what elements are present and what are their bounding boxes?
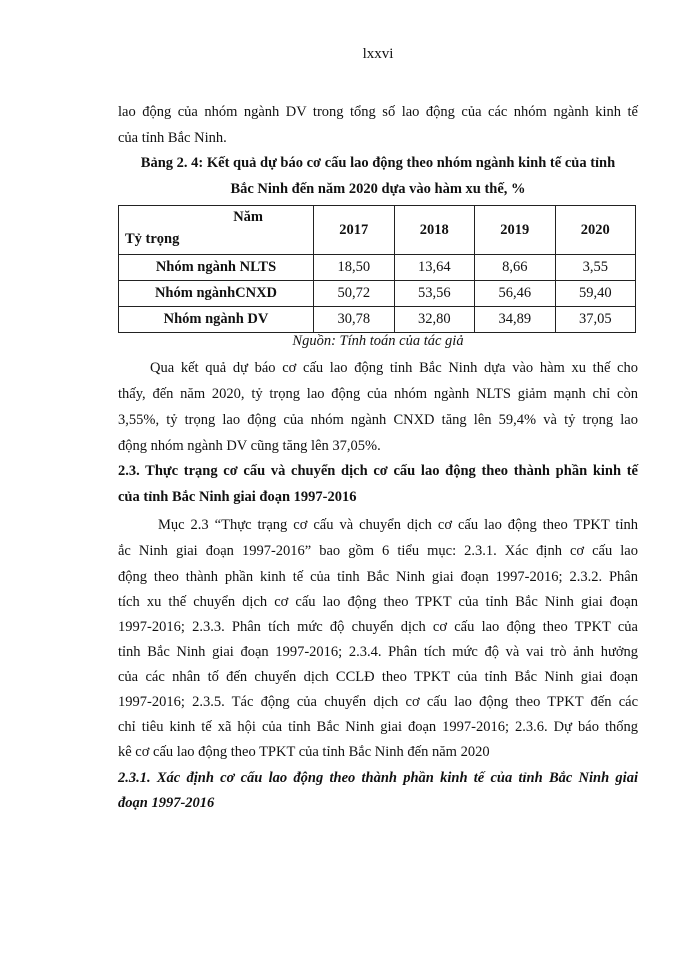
intro-line-2: của tỉnh Bắc Ninh.: [118, 130, 227, 146]
paragraph-2-line: tỉnh Bắc Ninh giai đoạn 1997-2016; 2.3.4. Phân tích mức độ và vai trò ảnh hưởng: [118, 644, 638, 660]
table-cell: 37,05: [555, 307, 636, 333]
year-header: 2018: [394, 206, 475, 255]
paragraph-2-line: của các nhân tố đến chuyển dịch CCLĐ theo TPKT của tỉnh Bắc Ninh giai đoạn: [118, 669, 638, 685]
paragraph-1-line: 3,55%, tỷ trọng lao động của nhóm ngành CNXD tăng lên 59,4% và tỷ trọng lao: [118, 412, 638, 428]
paragraph-2-line: Mục 2.3 “Thực trạng cơ cấu và chuyển dịch cơ cấu lao động theo TPKT tỉnh: [158, 517, 638, 533]
subsection-heading-line: 2.3.1. Xác định cơ cấu lao động theo thành phần kinh tế của tỉnh Bắc Ninh giai: [118, 770, 638, 786]
paragraph-2-line: chỉ tiêu kinh tế xã hội của tỉnh Bắc Ninh giai đoạn 1997-2016; 2.3.6. Dự báo thống: [118, 719, 638, 735]
table-cell: 32,80: [394, 307, 475, 333]
table-header-row: [119, 206, 636, 255]
table-cell: 56,46: [475, 281, 556, 307]
paragraph-2-line: tích xu thế chuyển dịch cơ cấu lao động theo TPKT của tỉnh Bắc Ninh giai đoạn: [118, 594, 638, 610]
table-cell: 3,55: [555, 255, 636, 281]
table-caption-line-1: Bảng 2. 4: Kết quả dự báo cơ cấu lao động theo nhóm ngành kinh tế của tỉnh: [140, 155, 616, 171]
table-cell: 34,89: [475, 307, 556, 333]
year-header: 2017: [314, 206, 395, 255]
paragraph-1-line: thấy, đến năm 2020, tỷ trọng lao động của nhóm ngành NLTS giảm mạnh chỉ còn: [118, 386, 638, 402]
table-cell: 59,40: [555, 281, 636, 307]
corner-share-label: Tỷ trọng: [125, 231, 180, 247]
paragraph-1-line: Qua kết quả dự báo cơ cấu lao động tỉnh Bắc Ninh dựa vào hàm xu thế cho: [150, 360, 638, 376]
row-label: Nhóm ngành DV: [119, 307, 314, 333]
section-heading-line: của tỉnh Bắc Ninh giai đoạn 1997-2016: [118, 489, 357, 505]
row-label: Nhóm ngànhCNXD: [119, 281, 314, 307]
section-heading-line: 2.3. Thực trạng cơ cấu và chuyển dịch cơ cấu lao động theo thành phần kinh tế: [118, 463, 638, 479]
row-label: Nhóm ngành NLTS: [119, 255, 314, 281]
paragraph-2-line: động theo thành phần kinh tế của tỉnh Bắc Ninh giai đoạn 1997-2016; 2.3.2. Phân: [118, 569, 638, 585]
table-row: [119, 307, 636, 333]
table-row: [119, 255, 636, 281]
paragraph-2-line: kê cơ cấu lao động theo TPKT của tỉnh Bắc Ninh đến năm 2020: [118, 744, 490, 760]
year-header: 2019: [475, 206, 556, 255]
page-number: lxxvi: [362, 46, 394, 62]
subsection-heading-line: đoạn 1997-2016: [118, 795, 215, 811]
corner-year-label: Năm: [233, 209, 263, 225]
table-corner-cell: [119, 206, 314, 255]
paragraph-2-line: 1997-2016; 2.3.5. Tác động của chuyển dịch cơ cấu lao động theo TPKT đến các: [118, 694, 638, 710]
table-cell: 13,64: [394, 255, 475, 281]
paragraph-1-line: động nhóm ngành DV cũng tăng lên 37,05%.: [118, 438, 381, 454]
year-header: 2020: [555, 206, 636, 255]
table-source-note: Nguồn: Tính toán của tác giả: [292, 333, 464, 349]
table-cell: 30,78: [314, 307, 395, 333]
table-caption-line-2: Bắc Ninh đến năm 2020 dựa vào hàm xu thế, %: [230, 181, 526, 197]
paragraph-2-line: 1997-2016; 2.3.3. Phân tích mức độ chuyển dịch cơ cấu lao động theo TPKT của: [118, 619, 638, 635]
table-row: [119, 281, 636, 307]
table-cell: 50,72: [314, 281, 395, 307]
table-cell: 18,50: [314, 255, 395, 281]
table-cell: 53,56: [394, 281, 475, 307]
forecast-table: [118, 205, 636, 333]
table-cell: 8,66: [475, 255, 556, 281]
intro-line-1: lao động của nhóm ngành DV trong tổng số lao động của các nhóm ngành kinh tế: [118, 104, 638, 120]
paragraph-2-line: ắc Ninh giai đoạn 1997-2016” bao gồm 6 tiểu mục: 2.3.1. Xác định cơ cấu lao: [118, 543, 638, 559]
